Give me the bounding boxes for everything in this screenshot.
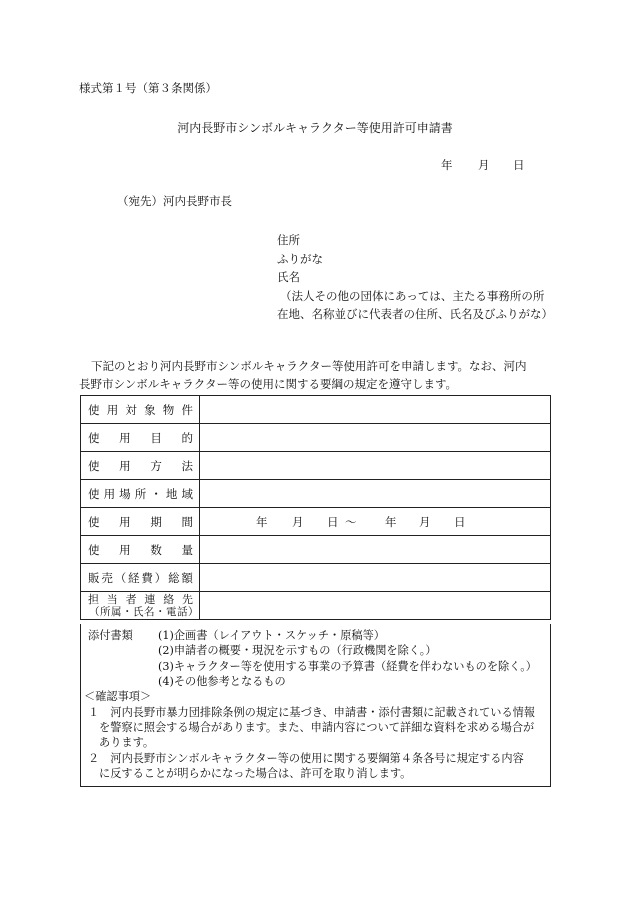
applicant-furigana-label: ふりがな [277,252,323,266]
label-char: 場 [119,486,131,501]
application-table [80,395,551,620]
label-char: 販 [88,570,100,585]
confirmation-item1-line2: を警察に照会する場合があります。また、申請内容について詳細な資料を求める場合が [99,721,535,734]
applicant-note-line1: （法人その他の団体にあっては、主たる事務所の所 [280,289,545,303]
intro-line1: 下記のとおり河内長野市シンボルキャラクター等使用許可を申請します。なお、河内 [91,359,527,373]
label-char: 使 [88,402,100,417]
contact-sublabel: （所属・氏名・電話） [89,606,199,618]
label-char: 法 [181,458,193,473]
period-day-start: 日 [327,515,339,529]
date-day: 日 [513,158,525,172]
row-label [81,424,200,452]
label-char: 用 [119,430,131,445]
label-char: 地 [165,486,178,501]
label-char: 的 [181,430,193,445]
label-char: 象 [144,402,156,417]
label-char: 使 [88,542,100,557]
label-char: 使 [88,458,100,473]
date-year: 年 [441,158,453,172]
table-row [81,592,551,620]
attachments-heading: 添付書類 [88,629,133,642]
label-char: 用 [103,486,116,501]
applicant-name-label: 氏名 [277,270,300,284]
label-text [81,542,199,558]
label-char: 用 [119,542,131,557]
row-label [81,508,200,536]
label-text [81,458,199,474]
period-month-end: 月 [419,515,431,529]
period-day-end: 日 [454,515,466,529]
confirmation-item2-line1: ２ 河内長野市シンボルキャラクター等の使用に関する要綱第４条各号に規定する内容 [88,752,524,765]
row-label [81,396,200,424]
attachment-item: (4)その他参考となるもの [158,675,286,688]
confirmation-item1-line1: １ 河内長野市暴力団排除条例の規定に基づき、申請書・添付書類に記載されている情報 [88,706,536,719]
label-char: ・ [150,486,162,501]
label-char: 使 [88,514,100,529]
table-row [81,564,551,592]
label-char: 経 [128,570,140,585]
period-year-start: 年 [256,515,268,529]
label-text [81,402,199,418]
table-row [81,536,551,564]
label-char: 物 [162,402,175,417]
label-text [81,486,199,502]
intro-line2: 長野市シンボルキャラクター等の使用に関する要綱の規定を遵守します。 [79,377,458,391]
row-label [81,564,200,592]
label-char: ） [154,570,167,585]
label-text [81,514,199,530]
document-title: 河内長野市シンボルキャラクター等使用許可申請書 [177,121,453,135]
label-char: 連 [144,593,156,606]
label-char: 目 [150,430,162,445]
label-text [81,430,199,446]
label-char: 使 [88,430,100,445]
value-cell-object[interactable] [200,396,551,424]
form-number: 様式第１号（第３条関係） [79,81,217,95]
row-label [81,452,200,480]
applicant-address-label: 住所 [277,233,300,247]
label-char: 所 [134,486,147,501]
attachment-item: (3)キャラクター等を使用する事業の予算書（経費を伴わないものを除く。） [158,660,537,673]
label-char: 件 [181,402,193,417]
label-char: 用 [106,402,119,417]
date-month: 月 [478,158,490,172]
attachments-box [80,624,551,787]
table-row [81,424,551,452]
value-cell-method[interactable] [200,452,551,480]
table-row [81,396,551,424]
value-cell-location[interactable] [200,480,551,508]
period-tilde: ～ [345,515,357,529]
label-char: 数 [150,542,162,557]
label-char: 当 [106,593,118,606]
value-cell-purpose[interactable] [200,424,551,452]
label-char: 売 [101,570,113,585]
label-char: 総 [168,570,180,585]
intro-text [79,357,551,393]
attachment-item: (1)企画書（レイアウト・スケッチ・原稿等） [158,629,385,642]
row-label [81,480,200,508]
table-row [81,452,551,480]
label-char: 額 [181,570,193,585]
confirmation-item1-line3: あります。 [99,736,155,749]
table-row [81,480,551,508]
value-cell-period[interactable] [200,508,551,536]
attachment-item: (2)申請者の概要・現況を示すもの（行政機関を除く。） [158,644,437,657]
label-char: 域 [181,486,193,501]
label-char: （ [114,570,127,585]
label-text [81,570,199,586]
label-char: 先 [181,593,193,606]
label-char: 方 [150,458,162,473]
row-label [81,592,200,620]
label-char: 絡 [163,593,175,606]
label-char: 者 [125,593,137,606]
label-char: 期 [150,514,162,529]
period-year-end: 年 [385,515,397,529]
label-char: 使 [88,486,100,501]
row-label [81,536,200,564]
label-char: 担 [88,593,99,606]
value-cell-contact[interactable] [200,592,551,620]
confirmation-heading: ＜確認事項＞ [84,690,152,703]
applicant-note-line2: 在地、名称並びに代表者の住所、氏名及びふりがな） [277,307,553,321]
label-char: 用 [119,458,131,473]
addressee: （宛先）河内長野市長 [117,194,232,208]
value-cell-quantity[interactable] [200,536,551,564]
table-row [81,508,551,536]
confirmation-item2-line2: に反することが明らかになった場合は、許可を取り消します。 [99,767,412,780]
label-char: 間 [181,514,193,529]
label-text [81,593,199,606]
label-char: 費 [141,570,153,585]
label-char: 量 [181,542,193,557]
value-cell-total[interactable] [200,564,551,592]
label-char: 用 [119,514,131,529]
label-char: 対 [125,402,137,417]
period-month-start: 月 [292,515,304,529]
